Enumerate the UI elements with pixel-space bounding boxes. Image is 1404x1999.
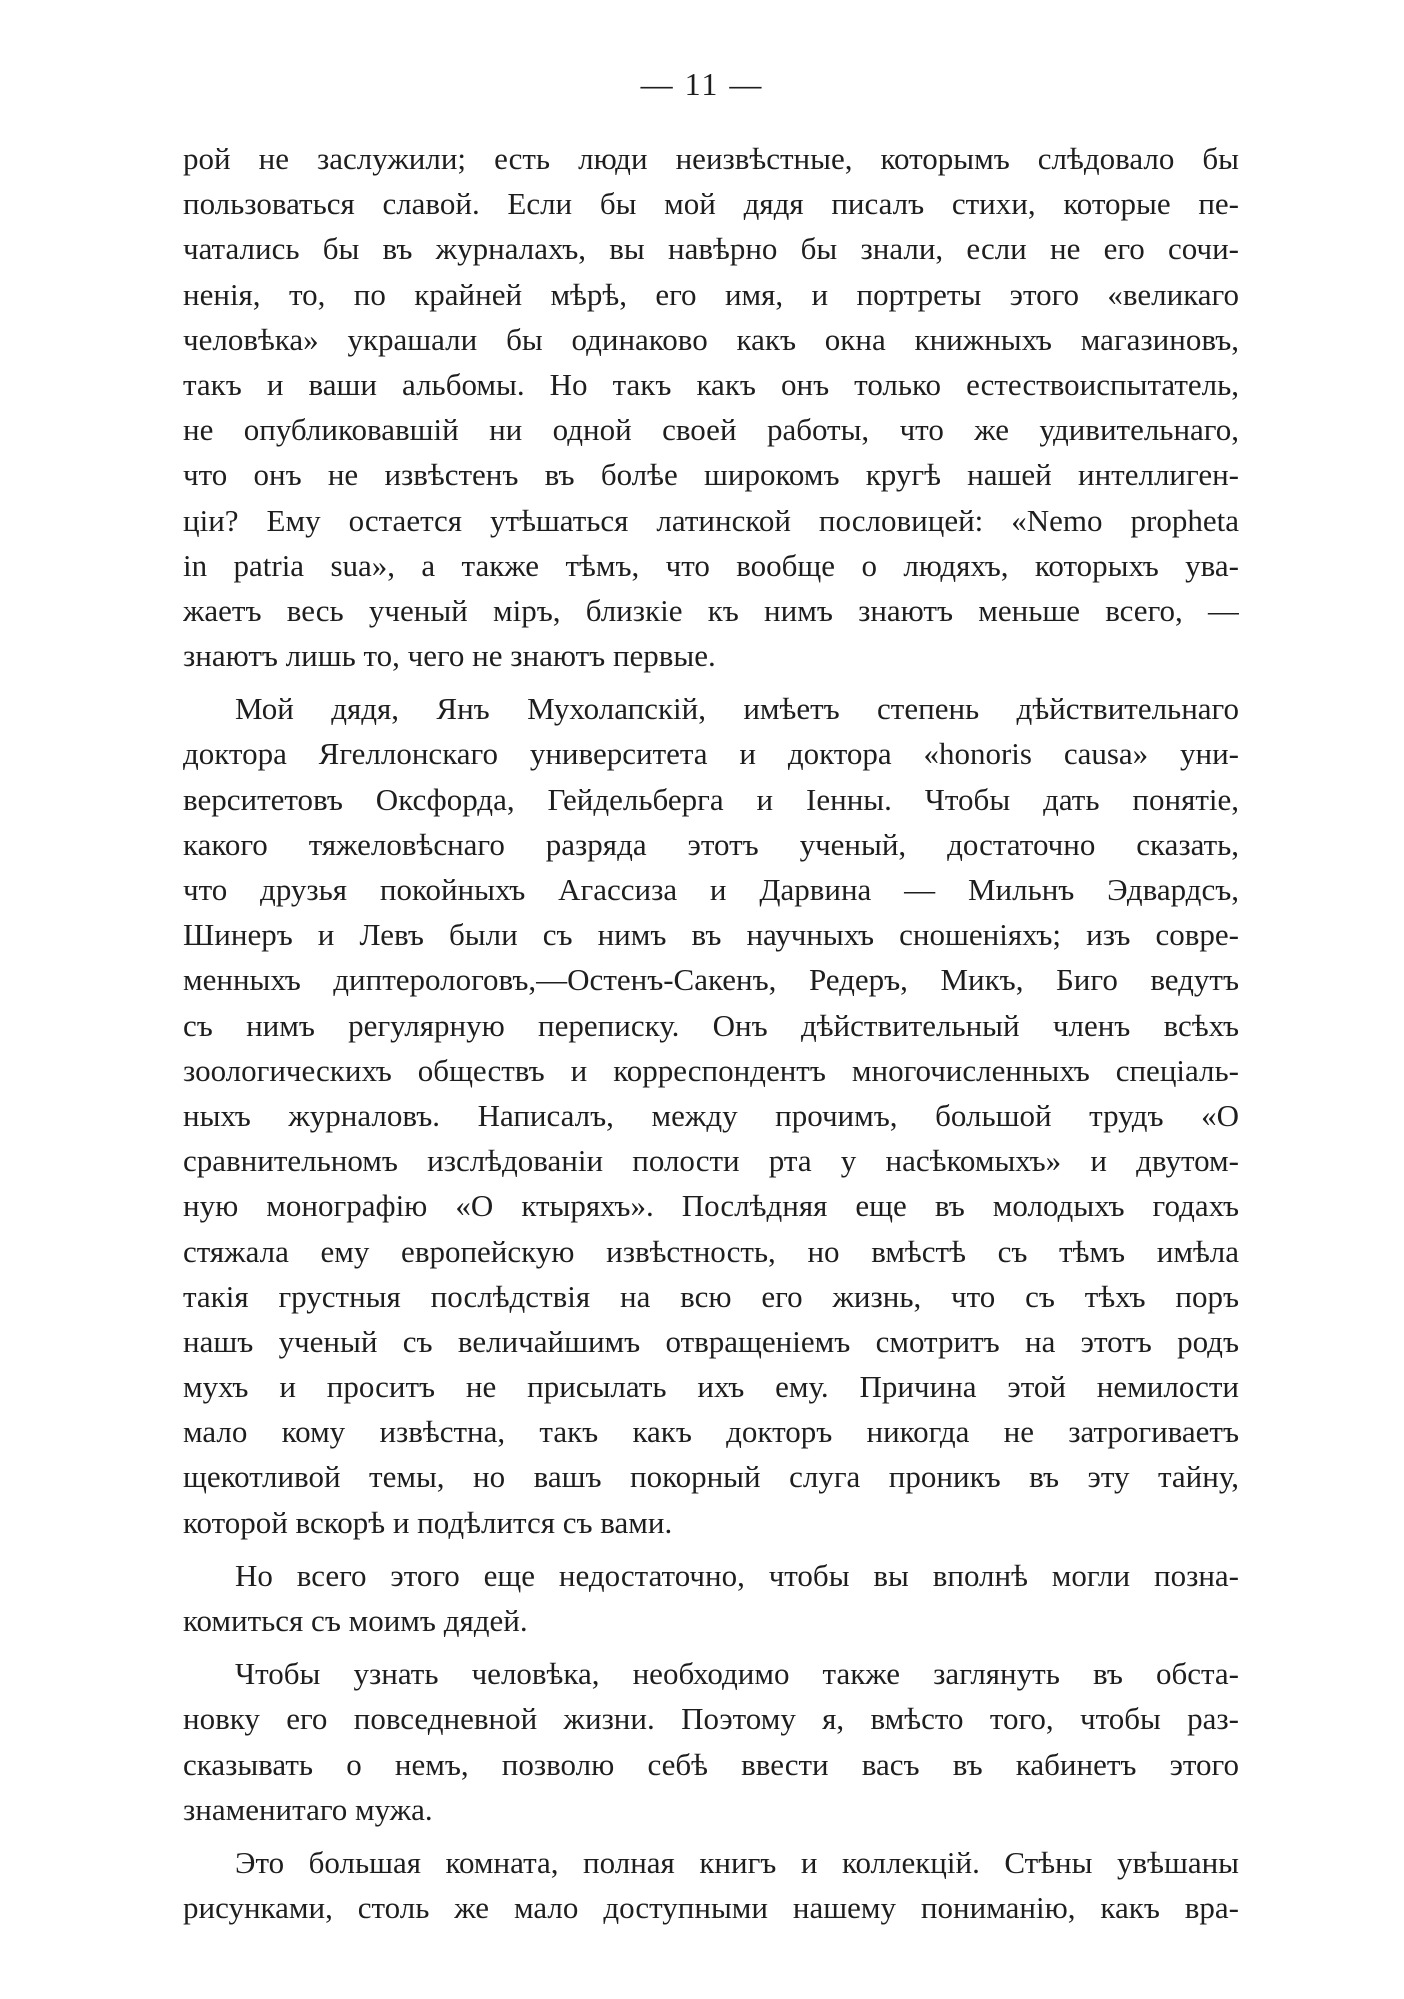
text-line: человѣка» украшали бы одинаково какъ окна книжныхъ магазиновъ, [183,321,1239,357]
text-line: Но всего этого еще недостаточно, чтобы вы вполнѣ могли позна- [235,1557,1239,1593]
text-line: Шинеръ и Левъ были съ нимъ въ научныхъ сношеніяхъ; изъ совре- [183,917,1239,953]
text-line: доктора Ягеллонскаго университета и доктора «honoris causa» уни- [183,736,1239,772]
page-number: — 11 — [640,66,764,102]
text-line: которой вскорѣ и подѣлится съ вами. [183,1504,673,1540]
text-line: ныхъ журналовъ. Написалъ, между прочимъ, большой трудъ «О [183,1097,1239,1133]
text-line: жаетъ весь ученый міръ, близкіе къ нимъ знаютъ меньше всего, — [183,592,1239,628]
text-line: пользоваться славой. Если бы мой дядя писалъ стихи, которые пе- [183,186,1239,222]
text-line: чатались бы въ журналахъ, вы навѣрно бы знали, если не его сочи- [183,231,1239,267]
text-line: Мой дядя, Янъ Мухолапскій, имѣетъ степень дѣйствительнаго [235,691,1239,727]
text-line: мало кому извѣстна, такъ какъ докторъ никогда не затрогиваетъ [183,1414,1239,1450]
text-line: сказывать о немъ, позволю себѣ ввести васъ въ кабинетъ этого [183,1746,1239,1782]
text-line: Это большая комната, полная книгъ и коллекцій. Стѣны увѣшаны [235,1844,1239,1880]
text-line: рисунками, столь же мало доступными нашему пониманію, какъ вра- [183,1890,1239,1926]
paragraph-1 [183,136,1239,678]
paragraph-4 [183,1651,1239,1832]
text-line: ную монографію «О ктыряхъ». Послѣдняя еще въ молодыхъ годахъ [183,1188,1239,1224]
text-line: съ нимъ регулярную переписку. Онъ дѣйствительный членъ всѣхъ [183,1007,1239,1043]
body-text [183,136,1239,1930]
text-line: новку его повседневной жизни. Поэтому я, вмѣсто того, чтобы раз- [183,1701,1239,1737]
text-line: не опубликовавшій ни одной своей работы, что же удивительнаго, [183,412,1239,448]
text-line: стяжала ему европейскую извѣстность, но вмѣстѣ съ тѣмъ имѣла [183,1233,1239,1269]
text-line: знаютъ лишь то, чего не знаютъ первые. [183,638,716,674]
text-line: какого тяжеловѣснаго разряда этотъ ученый, достаточно сказать, [183,826,1239,862]
paragraph-2 [183,686,1239,1545]
text-line: сравнительномъ изслѣдованіи полости рта у насѣкомыхъ» и двутом- [183,1143,1239,1179]
text-line: рой не заслужили; есть люди неизвѣстные, которымъ слѣдовало бы [183,141,1239,176]
text-line: что друзья покойныхъ Агассиза и Дарвина — Мильнъ Эдвардсъ, [183,872,1239,907]
text-line: щекотливой темы, но вашъ покорный слуга проникъ въ эту тайну, [183,1459,1239,1495]
text-line: ненія, то, по крайней мѣрѣ, его имя, и портреты этого «великаго [183,276,1239,312]
paragraph-3 [183,1553,1239,1643]
text-line: Чтобы узнать человѣка, необходимо также заглянуть въ обста- [235,1656,1239,1692]
text-line: что онъ не извѣстенъ въ болѣе широкомъ кругѣ нашей интеллиген- [183,457,1239,493]
text-line: зоологическихъ обществъ и корреспондентъ многочисленныхъ спеціаль- [183,1052,1239,1088]
text-line: ціи? Ему остается утѣшаться латинской пословицей: «Nemo propheta [183,502,1239,538]
text-line: комиться съ моимъ дядей. [183,1603,528,1638]
text-line: нашъ ученый съ величайшимъ отвращеніемъ смотритъ на этотъ родъ [183,1323,1239,1359]
text-line: in patria sua», а также тѣмъ, что вообще о людяхъ, которыхъ ува- [183,547,1239,583]
text-line: такъ и ваши альбомы. Но такъ какъ онъ только естествоиспытатель, [183,366,1239,402]
text-line: менныхъ диптерологовъ,—Остенъ-Сакенъ, Редеръ, Микъ, Биго ведутъ [183,962,1239,998]
text-line: такія грустныя послѣдствія на всю его жизнь, что съ тѣхъ поръ [183,1278,1239,1314]
text-line: знаменитаго мужа. [183,1791,433,1827]
text-line: мухъ и проситъ не присылать ихъ ему. Причина этой немилости [183,1369,1239,1405]
paragraph-5 [183,1840,1239,1930]
text-line: верситетовъ Оксфорда, Гейдельберга и Іенны. Чтобы дать понятіе, [183,781,1239,817]
